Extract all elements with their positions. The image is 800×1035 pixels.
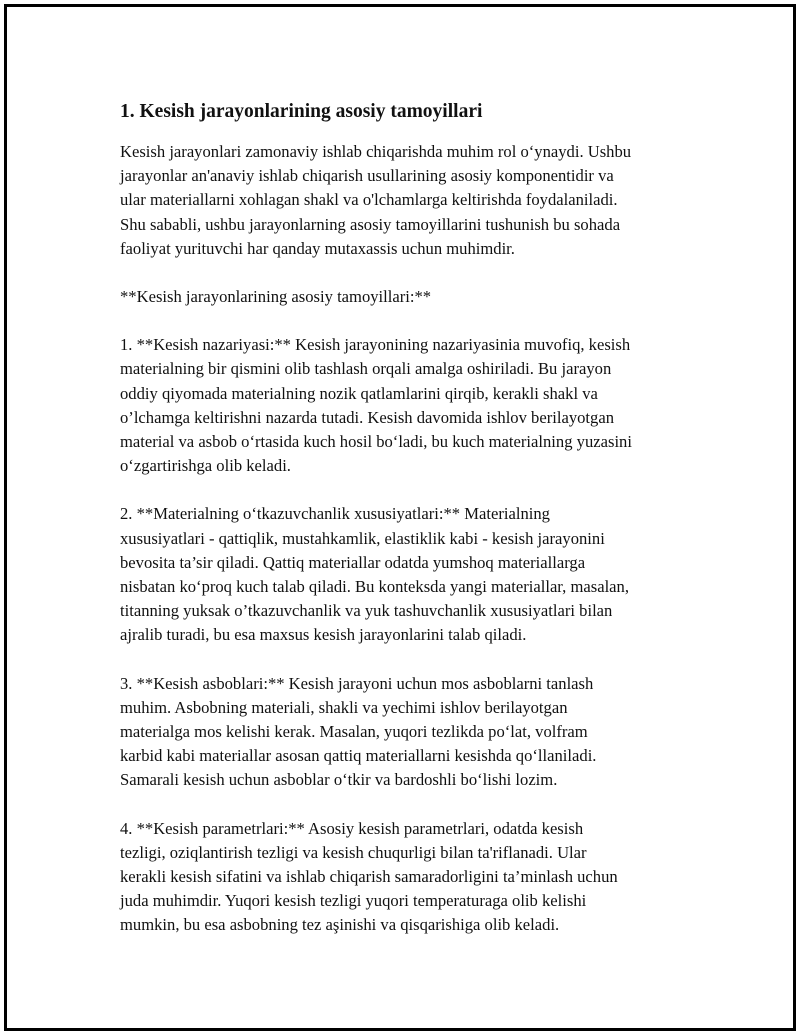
text-line: Shu sababli, ushbu jarayonlarning asosiy tamoyillarini tushunish bu sohada (120, 214, 621, 234)
text-line: oddiy qiyomada materialning nozik qatlamlarini qirqib, kerakli shakl va (120, 383, 598, 403)
text-line: 2. **Materialning o‘tkazuvchanlik xususiyatlari:** Materialning (120, 504, 550, 524)
text-line: material va asbob o‘rtasida kuch hosil bo‘ladi, bu kuch materialning yuzasini (120, 432, 632, 452)
text-line: jarayonlar an'anaviy ishlab chiqarish usullarining asosiy komponentidir va (120, 166, 614, 186)
text-line: ajralib turadi, bu esa maxsus kesish jarayonlarini talab qiladi. (120, 625, 527, 645)
principle-1-paragraph (120, 333, 710, 478)
document-body (120, 97, 710, 962)
text-line: tezligi, oziqlantirish tezligi va kesish chuqurligi bilan ta'riflanadi. Ular (120, 842, 587, 862)
principle-2-paragraph (120, 502, 710, 647)
document-title: 1. Kesish jarayonlarining asosiy tamoyillari (120, 101, 483, 122)
text-line: 1. **Kesish nazariyasi:** Kesish jarayonining nazariyasinia muvofiq, kesish (120, 335, 631, 355)
text-line: nisbatan ko‘proq kuch talab qiladi. Bu konteksda yangi materiallar, masalan, (120, 577, 629, 597)
text-line: 3. **Kesish asboblari:** Kesish jarayoni uchun mos asboblarni tanlash (120, 673, 594, 693)
text-line: 4. **Kesish parametrlari:** Asosiy kesish parametrlari, odatda kesish (120, 818, 584, 838)
text-line: faoliyat yurituvchi har qanday mutaxassis uchun muhimdir. (120, 238, 515, 258)
intro-paragraph (120, 140, 710, 261)
text-line: kerakli kesish sifatini va ishlab chiqarish samaradorligini ta’minlash uchun (120, 867, 618, 887)
text-line: titanning yuksak o’tkazuvchanlik va yuk tashuvchanlik xususiyatlari bilan (120, 601, 613, 621)
text-line: Samarali kesish uchun asboblar o‘tkir va bardoshli bo‘lishi lozim. (120, 770, 558, 790)
principle-4-paragraph (120, 817, 710, 938)
text-line: materialga mos kelishi kerak. Masalan, yuqori tezlikda po‘lat, volfram (120, 722, 588, 742)
text-line: xususiyatlari - qattiqlik, mustahkamlik, elastiklik kabi - kesish jarayonini (120, 528, 605, 548)
text-line: juda muhimdir. Yuqori kesish tezligi yuqori temperaturaga olib kelishi (120, 891, 587, 911)
text-line: Kesish jarayonlari zamonaviy ishlab chiqarishda muhim rol o‘ynaydi. Ushbu (120, 142, 632, 161)
text-line: o‘zgartirishga olib keladi. (120, 456, 291, 476)
text-line: o’lchamga keltirishni nazarda tutadi. Kesish davomida ishlov berilayotgan (120, 407, 614, 427)
text-line: **Kesish jarayonlarining asosiy tamoyillari:** (120, 287, 432, 307)
text-line: materialning bir qismini olib tashlash orqali amalga oshiriladi. Bu jarayon (120, 359, 612, 379)
document-page (4, 4, 796, 1031)
text-line: mumkin, bu esa asbobning tez aşinishi va qisqarishiga olib keladi. (120, 915, 560, 935)
text-line: muhim. Asbobning materiali, shakli va yechimi ishlov berilayotgan (120, 697, 568, 717)
text-line: karbid kabi materiallar asosan qattiq materiallarni kesishda qo‘llaniladi. (120, 746, 597, 766)
text-line: bevosita ta’sir qiladi. Qattiq materiallar odatda yumshoq materiallarga (120, 552, 586, 572)
text-line: ular materiallarni xohlagan shakl va o'lchamlarga keltirishda foydalaniladi. (120, 190, 618, 210)
principle-3-paragraph (120, 672, 710, 793)
section-heading-paragraph (120, 285, 710, 309)
